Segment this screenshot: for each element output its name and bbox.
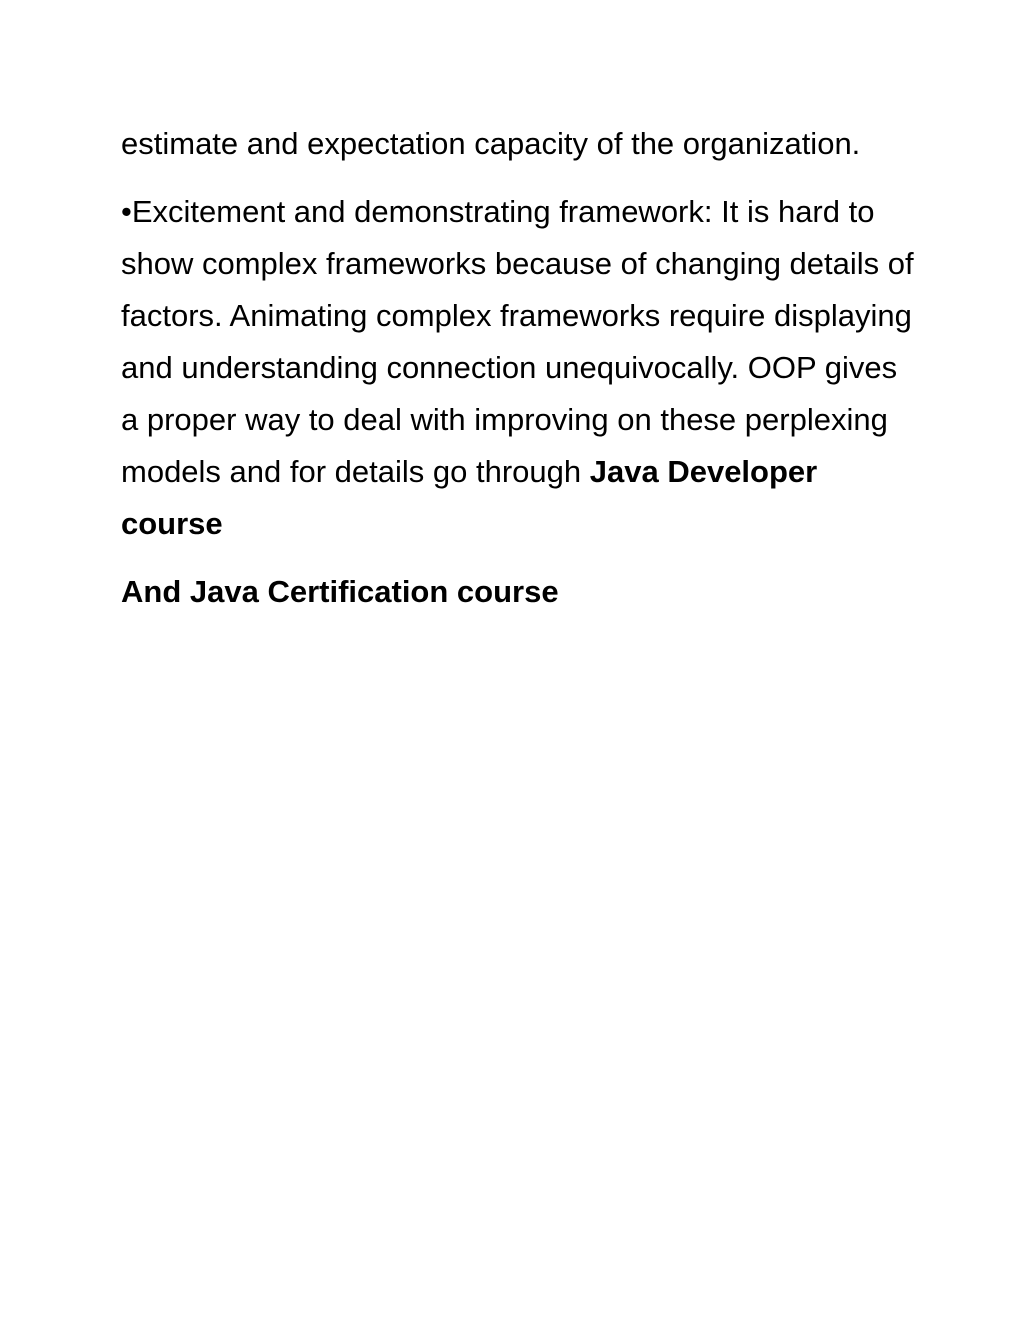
bullet-paragraph-text: •Excitement and demonstrating framework: It is hard to show complex frameworks because of changing details of factors. Animating complex frameworks require displaying and understanding connection unequivocally. OOP gives a proper way to deal with improving on these perplexing models and for details go through [121,194,914,489]
document-body [121,118,921,618]
paragraph-continuation: estimate and expectation capacity of the organization. [121,126,861,161]
bullet-paragraph [121,186,921,550]
java-developer-course-text: Java Developer course [121,454,818,541]
java-certification-course-text: And Java Certification course [121,574,559,609]
